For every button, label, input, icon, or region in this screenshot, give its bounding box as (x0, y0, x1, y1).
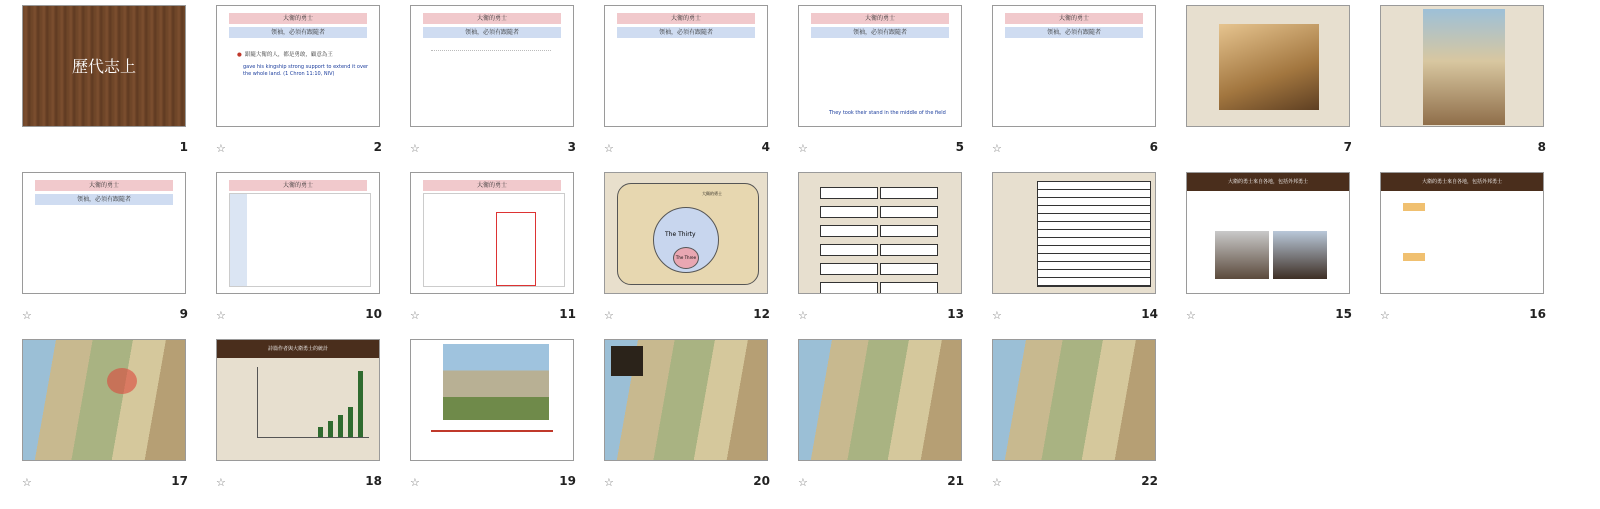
slide-thumbnail-2[interactable] (216, 5, 380, 127)
slide-number: 4 (761, 140, 770, 154)
slide-thumbnail-9[interactable] (22, 172, 186, 294)
slide-thumbnail-1[interactable] (22, 5, 186, 127)
star-icon[interactable]: ☆ (992, 476, 1002, 489)
diagram-three-label: The Three (673, 247, 699, 269)
slide-thumbnail-3[interactable] (410, 5, 574, 127)
slide-thumbnail-16[interactable] (1380, 172, 1544, 294)
slide-number: 6 (1149, 140, 1158, 154)
slide-header: 大衛的勇士 (811, 13, 949, 24)
slide-image-warriors (1423, 9, 1505, 125)
star-icon[interactable]: ☆ (216, 309, 226, 322)
slide-quote: They took their stand in the middle of the field (829, 110, 946, 116)
slide-header: 大衛的勇士 (1005, 13, 1143, 24)
slide-header: 詩篇作者與大衛勇士的統計 (217, 340, 379, 358)
slide-thumbnail-13[interactable] (798, 172, 962, 294)
slide-subheader: 領袖，必須有跟隨者 (617, 27, 755, 38)
slide-tag-2 (1403, 253, 1425, 261)
slide-thumbnail-12[interactable] (604, 172, 768, 294)
slide-thumbnail-5[interactable] (798, 5, 962, 127)
slide-thumbnail-19[interactable] (410, 339, 574, 461)
slide-number: 1 (179, 140, 188, 154)
star-icon[interactable]: ☆ (22, 309, 32, 322)
star-icon[interactable]: ☆ (22, 476, 32, 489)
star-icon[interactable]: ☆ (992, 309, 1002, 322)
slide-header: 大衛的勇士 (35, 180, 173, 191)
slide-header: 大衛的勇士 (229, 13, 367, 24)
slide-thumbnail-17[interactable] (22, 339, 186, 461)
slide-table (423, 193, 565, 287)
slide-number: 5 (955, 140, 964, 154)
star-icon[interactable]: ☆ (798, 309, 808, 322)
slide-number: 7 (1343, 140, 1352, 154)
slide-number: 11 (559, 307, 576, 321)
slide-subheader: 領袖，必須有跟隨者 (1005, 27, 1143, 38)
slide-thumbnail-7[interactable] (1186, 5, 1350, 127)
slide-text-block (431, 50, 551, 91)
diagram-outer-label: 大衛的勇士 (702, 191, 722, 196)
star-icon[interactable]: ☆ (1380, 309, 1390, 322)
slide-number: 21 (947, 474, 964, 488)
star-icon[interactable]: ☆ (604, 309, 614, 322)
slide-header: 大衛的勇士 (229, 180, 367, 191)
slide-number: 14 (1141, 307, 1158, 321)
slide-header: 大衛的勇士 (617, 13, 755, 24)
slide-subheader: 領袖，必須有跟隨者 (35, 194, 173, 205)
star-icon[interactable]: ☆ (216, 142, 226, 155)
slide-image-soldiers (1219, 24, 1319, 110)
star-icon[interactable]: ☆ (604, 142, 614, 155)
slide-title: 歷代志上 (71, 57, 136, 76)
slide-subheader: 領袖，必須有跟隨者 (811, 27, 949, 38)
slide-header: 大衛的勇士來自各地，包括外邦勇士 (1187, 173, 1349, 191)
slide-thumbnail-18[interactable] (216, 339, 380, 461)
slide-photo-2 (1273, 231, 1327, 279)
slide-number: 3 (567, 140, 576, 154)
star-icon[interactable]: ☆ (410, 142, 420, 155)
slide-thumbnail-20[interactable] (604, 339, 768, 461)
slide-photo-1 (1215, 231, 1269, 279)
star-icon[interactable]: ☆ (604, 476, 614, 489)
slide-thumbnail-11[interactable] (410, 172, 574, 294)
slide-number: 20 (753, 474, 770, 488)
slide-number: 19 (559, 474, 576, 488)
slide-number: 9 (179, 307, 188, 321)
slide-subheader: 領袖，必須有跟隨者 (423, 27, 561, 38)
slide-table (1037, 181, 1151, 287)
slide-thumbnail-4[interactable] (604, 5, 768, 127)
slide-header: 大衛的勇士 (423, 13, 561, 24)
slide-header: 大衛的勇士 (423, 180, 561, 191)
star-icon[interactable]: ☆ (410, 476, 420, 489)
star-icon[interactable]: ☆ (992, 142, 1002, 155)
slide-thumbnail-21[interactable] (798, 339, 962, 461)
slide-number: 18 (365, 474, 382, 488)
slide-number: 16 (1529, 307, 1546, 321)
slide-number: 12 (753, 307, 770, 321)
slide-bullet: ● 跟隨大衛的人，都是勇敢，顧意為王 (237, 50, 333, 58)
slide-number: 2 (373, 140, 382, 154)
slide-grid (819, 185, 943, 294)
slide-table (229, 193, 371, 287)
slide-thumbnail-14[interactable] (992, 172, 1156, 294)
star-icon[interactable]: ☆ (216, 476, 226, 489)
star-icon[interactable]: ☆ (410, 309, 420, 322)
slide-thumbnail-8[interactable] (1380, 5, 1544, 127)
slide-number: 22 (1141, 474, 1158, 488)
slide-photo-town (443, 344, 549, 420)
star-icon[interactable]: ☆ (798, 476, 808, 489)
slide-bar-chart (257, 367, 369, 438)
slide-subheader: 領袖，必須有跟隨者 (229, 27, 367, 38)
slide-number: 8 (1537, 140, 1546, 154)
slide-timeline (431, 430, 553, 432)
slide-number: 13 (947, 307, 964, 321)
slide-header: 大衛的勇士來自各地，包括外邦勇士 (1381, 173, 1543, 191)
slide-number: 17 (171, 474, 188, 488)
slide-thumbnail-15[interactable] (1186, 172, 1350, 294)
map-region (107, 368, 137, 394)
slide-inset-image (611, 346, 643, 376)
star-icon[interactable]: ☆ (1186, 309, 1196, 322)
slide-number: 10 (365, 307, 382, 321)
slide-number: 15 (1335, 307, 1352, 321)
slide-thumbnail-10[interactable] (216, 172, 380, 294)
slide-quote: gave his kingship strong support to extend it over the whole land. (1 Chron 11:10, NIV) (243, 64, 369, 77)
star-icon[interactable]: ☆ (798, 142, 808, 155)
diagram-thirty-label: The Thirty (665, 231, 696, 238)
slide-tag-1 (1403, 203, 1425, 211)
slide-thumbnail-22[interactable] (992, 339, 1156, 461)
slide-thumbnail-6[interactable] (992, 5, 1156, 127)
